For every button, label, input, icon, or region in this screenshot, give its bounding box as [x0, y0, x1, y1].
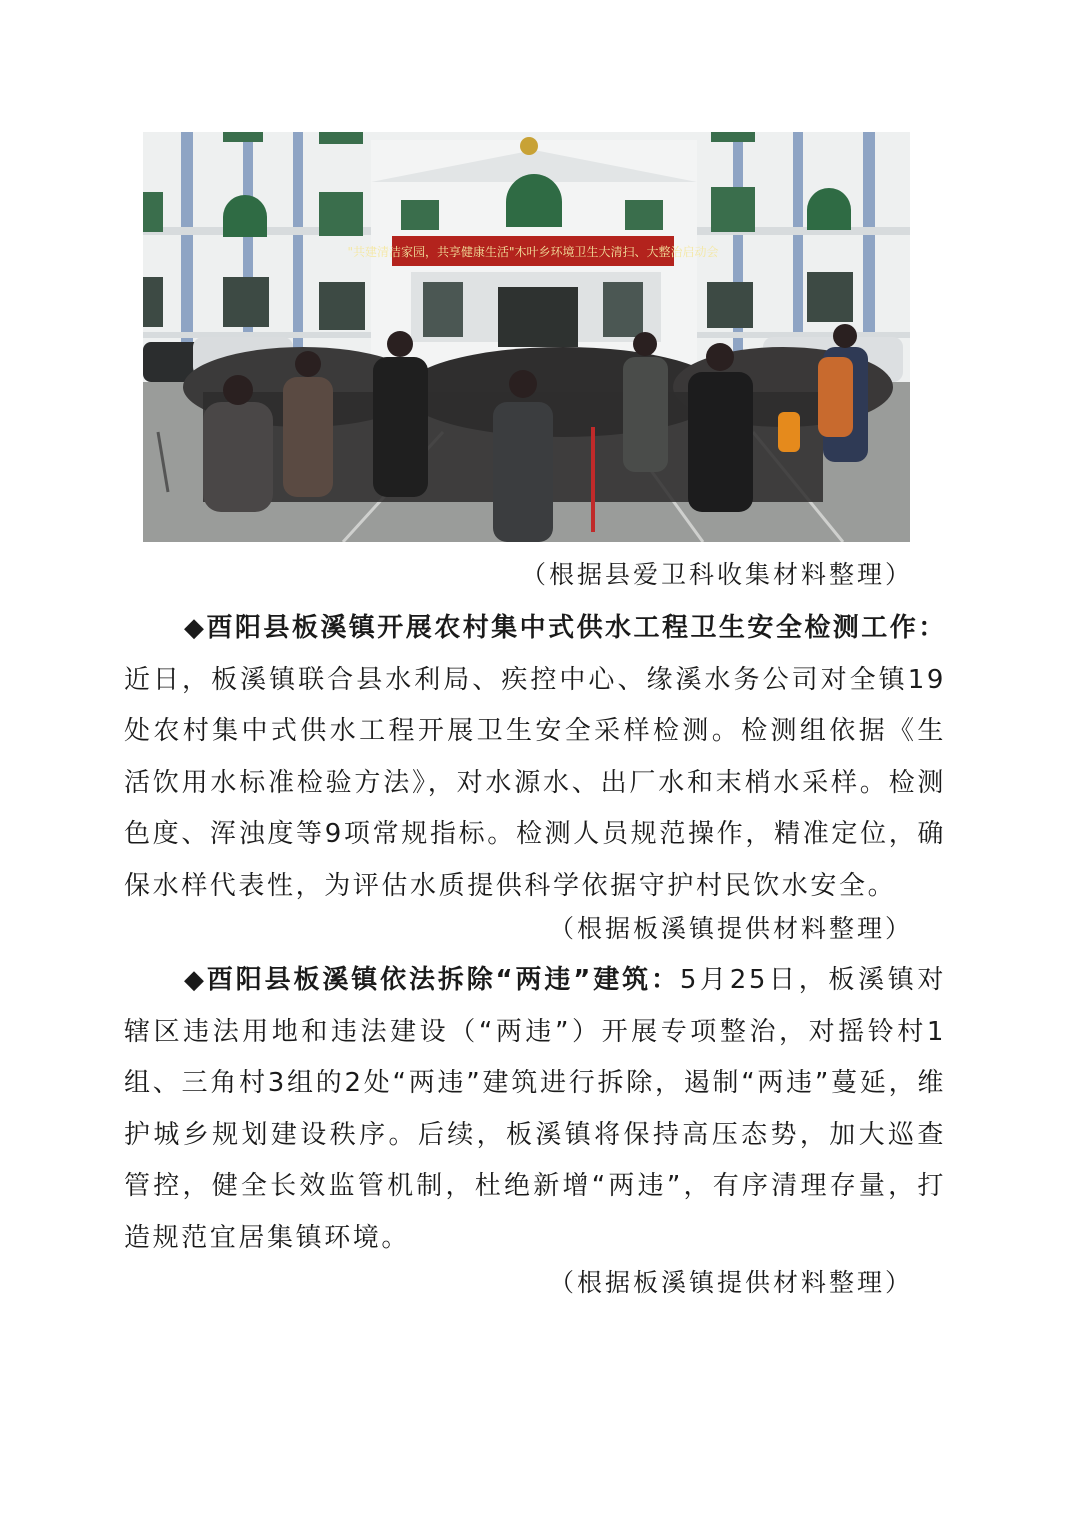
- photo-source-caption: （根据县爱卫科收集材料整理）: [520, 560, 913, 589]
- article-1-source: （根据板溪镇提供材料整理）: [548, 914, 913, 943]
- article-2-body: 5月25日，板溪镇对辖区违法用地和违法建设（“两违”）开展专项整治，对摇铃村1组、三角村3组的2处“两违”建筑进行拆除，遏制“两违”蔓延，维护城乡规划建设秩序。后续，板溪镇将保持高压态势，加大巡查管控，健全长效监管机制，杜绝新增“两违”，有序清理存量，打造规范宜居集镇环境。: [124, 965, 947, 1253]
- article-1-heading: 酉阳县板溪镇开展农村集中式供水工程卫生安全检测工作：: [206, 613, 946, 643]
- article-2-heading: 酉阳县板溪镇依法拆除“两违”建筑：: [206, 965, 680, 995]
- banner-text: "共建清洁家园，共享健康生活"木叶乡环境卫生大清扫、大整治启动会: [347, 245, 719, 259]
- article-1-bullet: ◆: [184, 613, 207, 643]
- article-1: [124, 603, 946, 912]
- article-2-source: （根据板溪镇提供材料整理）: [548, 1268, 913, 1297]
- article-2-bullet: ◆: [184, 965, 207, 995]
- article-1-body: 近日，板溪镇联合县水利局、疾控中心、缘溪水务公司对全镇19处农村集中式供水工程开展卫生安全采样检测。检测组依据《生活饮用水标准检验方法》，对水源水、出厂水和末梢水采样。检测色度、浑浊度等9项常规指标。检测人员规范操作，精准定位，确保水样代表性，为评估水质提供科学依据守护村民饮水安全。: [124, 664, 946, 901]
- article-2: [124, 955, 946, 1264]
- news-photo: [143, 132, 910, 542]
